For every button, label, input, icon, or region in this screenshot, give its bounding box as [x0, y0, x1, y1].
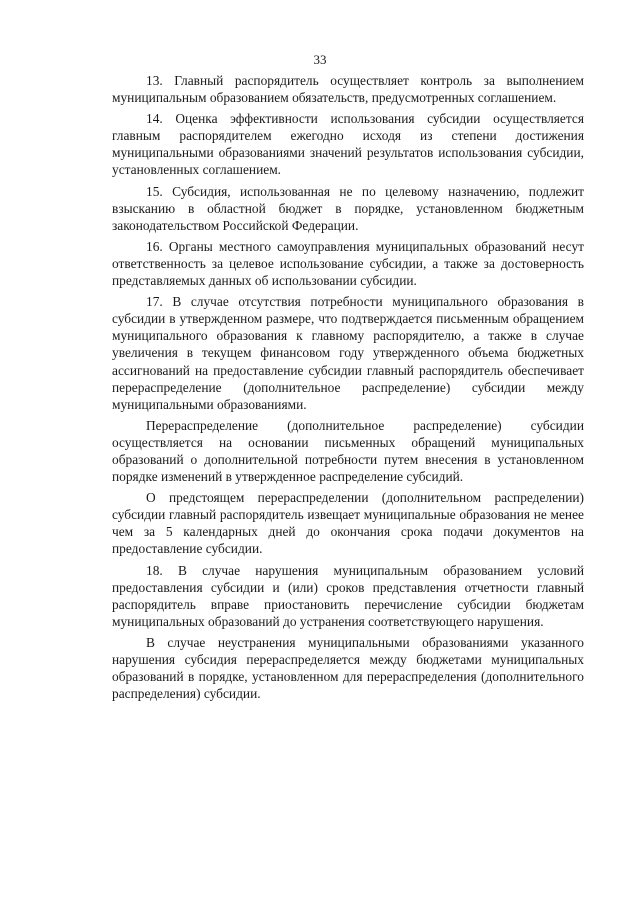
- paragraph-18: 18. В случае нарушения муниципальным образованием условий предоставления субсидии и (или) сроков представления отчетности главный распорядитель вправе приостановить перечисление субсидии бюджетам муниципальных образований до устранения соответствующего нарушения.: [112, 562, 584, 629]
- page-number: 33: [313, 52, 327, 67]
- paragraph-17-notice: О предстоящем перераспределении (дополнительном распределении) субсидии главный распорядитель извещает муниципальные образования не менее чем за 5 календарных дней до окончания срока подачи документов на предоставление субсидии.: [112, 490, 584, 557]
- document-body: [112, 72, 584, 706]
- paragraph-17: 17. В случае отсутствия потребности муниципального образования в субсидии в утвержденном размере, что подтверждается письменным обращением муниципального образования к главному распорядителю, а также в случае увеличения в текущем финансовом году утвержденного объема бюджетных ассигнований на предоставление субсидии главный распорядитель обеспечивает перераспределение (дополнительное распределение) субсидии между муниципальными образованиями.: [112, 294, 584, 412]
- paragraph-18-noncompliance: В случае неустранения муниципальными образованиями указанного нарушения субсидия перераспределяется между бюджетами муниципальных образований в порядке, установленном для перераспределения (дополнительного распределения) субсидии.: [112, 634, 584, 702]
- paragraph-15: 15. Субсидия, использованная не по целевому назначению, подлежит взысканию в областной бюджет в порядке, установленном бюджетным законодательством Российской Федерации.: [112, 183, 584, 233]
- paragraph-14: 14. Оценка эффективности использования субсидии осуществляется главным распорядителем ежегодно исходя из степени достижения муниципальными образованиями значений результатов использования субсидии, установленных соглашением.: [112, 111, 584, 178]
- paragraph-17-redistribution: Перераспределение (дополнительное распределение) субсидии осуществляется на основании письменных обращений муниципальных образований о дополнительной потребности путем внесения в установленном порядке изменений в утвержденное распределение субсидий.: [112, 417, 584, 485]
- paragraph-13: 13. Главный распорядитель осуществляет контроль за выполнением муниципальным образованием обязательств, предусмотренных соглашением.: [112, 73, 584, 106]
- paragraph-16: 16. Органы местного самоуправления муниципальных образований несут ответственность за целевое использование субсидии, а также за достоверность представляемых данных об использовании субсидии.: [112, 238, 584, 289]
